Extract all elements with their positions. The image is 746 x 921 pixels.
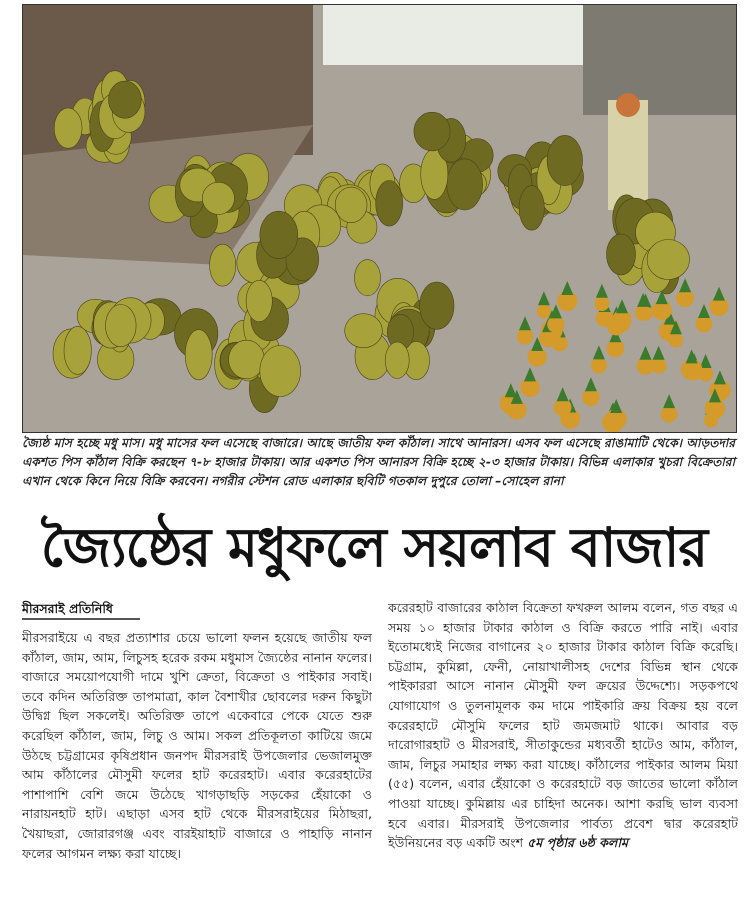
- pineapple: [651, 358, 667, 374]
- jackfruit: [260, 211, 298, 258]
- market-photo: [22, 4, 737, 433]
- jackfruit: [420, 282, 454, 329]
- jackfruit: [547, 135, 582, 185]
- pineapple: [595, 296, 610, 311]
- jackfruit: [64, 326, 91, 374]
- jackfruit: [345, 314, 383, 348]
- right-column-text: করেরহাট বাজারের কাঠাল বিক্রেতা ফখরুল আলম বলেন, গত বছর এ সময় ১০ হাজার টাকার কাঠাল ও বিক্রি করতে পারি নাই। এবার ইতোমধ্যেই নিজের বাগানের ২০ হাজার টাকার কাঠাল বিক্রি করেছি। চট্টগ্রাম, কুমিল্লা, ফেনী, নোয়াখালীসহ দেশের বিভিন্ন স্থান থেকে পাইকাররা আসে নানান মৌসুমী ফল ক্রয়ের উদ্দেশ্যে। সড়কপথে যোগাযোগ ও তুলনামূলক কম দামে পাইকারি ক্রয় বিক্রয় হয় বলে করেরহাটে মৌসুমি ফলের হাট জমজমাট থাকে। আবার বড় দারোগারহাট ও মীরসরাই, সীতাকুন্ডের মধ্যবর্তী হাটেও আম, কাঁঠাল, জাম, লিচুর সমাহার লক্ষ্য করা যাচ্ছে। কাঁঠালের পাইকার আলম মিয়া (৫৫) বলেন, এবার হেঁয়াকো ও করেরহাটে বড় জাতের ভালো কাঁঠাল পাওয়া যাচ্ছে। কুমিল্লায় এর চাহিদা অনেক। আশা করছি ভাল ব্যবসা হবে এবার। মীরসরাই উপজেলার পার্বত্য প্রবেশ দ্বার করেরহাট ইউনিয়নের বড় একটি অংশ: [388, 600, 738, 851]
- pineapple: [669, 333, 683, 347]
- vendor-head: [616, 93, 640, 117]
- pineapple: [635, 305, 651, 321]
- continued-jump-link[interactable]: ৫ম পৃষ্ঠার ৬ষ্ঠ কলাম: [527, 835, 628, 851]
- jackfruit: [246, 280, 272, 321]
- article-column-right: [388, 598, 738, 898]
- pineapple: [517, 328, 533, 344]
- jackfruit: [447, 159, 483, 210]
- pineapple: [696, 316, 713, 333]
- right-column-paragraph: [388, 598, 738, 853]
- byline: মীরসরাই প্রতিনিধি: [22, 601, 113, 616]
- pineapple: [591, 357, 607, 373]
- photo-caption: জ্যৈষ্ঠ মাস হচ্ছে মধু মাস। মধু মাসের ফল এসেছে বাজারে। আছে জাতীয় ফল কাঁঠাল। সাথে আনারস। এসব ফল এসেছে রাঙামাটি থেকে। আড়তদার একশত পিস কাঁঠাল বিক্রি করছেন ৭-৮ হাজার টাকায়। আর একশত পিস আনারস বিক্রি হচ্ছে ২-৩ হাজার টাকায়। বিভিন্ন এলাকার খুচরা বিক্রেতারা এখান থেকে কিনে নিয়ে বিক্রি করবেন। নগরীর স্টেশন রোড এলাকার ছবিটি গতকাল দুপুরে তোলা –সোহেল রানা: [22, 436, 735, 488]
- jackfruit: [414, 112, 450, 151]
- jackfruit: [335, 187, 367, 223]
- headline: জ্যৈষ্ঠের মধুফলে সয়লাব বাজার: [40, 516, 708, 579]
- right-buildings: [583, 5, 736, 115]
- pineapple: [537, 304, 551, 318]
- jackfruit: [376, 181, 403, 227]
- jackfruit: [210, 244, 236, 286]
- jackfruit: [202, 182, 234, 214]
- left-column-text: মীরসরাইয়ে এ বছর প্রত্যাশার চেয়ে ভালো ফলন হয়েছে জাতীয় ফল কাঁঠাল, জাম, আম, লিচুসহ হরেক রকম মধুমাস জ্যৈষ্ঠের নানান ফলের। বাজারে সময়োপযোগী দামে খুশি ক্রেতা, বিক্রেতা ও পাইকার সবাই। তবে কদিন অতিরিক্ত তাপমাত্রা, কাল বৈশাখীর ছোবলের দরুন কিছুটা উদ্বিগ্ন ছিল সকলেই। অতিরিক্ত তাপে একেবারে পেকে যেতে শুরু করেছিল কাঁঠাল, জাম, লিচু ও আম। সকল প্রতিকূলতা কাটিয়ে জমে উঠছে চট্টগ্রামের কৃষিপ্রধান জনপদ মীরসরাই উপজেলার ভেজালমুক্ত আম কাঁঠালের মৌসুমী ফলের হাট করেরহাট। এবার করেরহাটের পাশাপাশি বেশি জমে উঠেছে খাগড়াছড়ি সড়কের হেঁয়াকো ও নারায়নহাট হাট। এছাড়া এসব হাট থেকে মীরসরাইয়ের মিঠাছরা, খৈয়াছরা, জোরারগঞ্জ এবং বারইয়াহাট বাজারে ও পাহাড়ি নানান ফলের আগমন লক্ষ্য করা যাচ্ছে।: [22, 630, 372, 861]
- jackfruit: [185, 330, 212, 380]
- pineapple: [661, 406, 678, 423]
- jackfruit: [519, 186, 544, 231]
- jackfruit: [385, 342, 409, 379]
- jackfruit: [54, 108, 82, 148]
- jackfruit: [229, 340, 265, 379]
- jackfruit: [355, 260, 381, 296]
- jackfruit: [647, 240, 689, 280]
- jackfruit-market-image: [23, 5, 736, 432]
- jackfruit: [607, 234, 636, 275]
- jackfruit: [260, 346, 301, 397]
- jackfruit: [106, 305, 137, 347]
- jackfruit: [109, 81, 142, 118]
- article-column-left: [22, 628, 372, 898]
- byline-box: [22, 598, 140, 620]
